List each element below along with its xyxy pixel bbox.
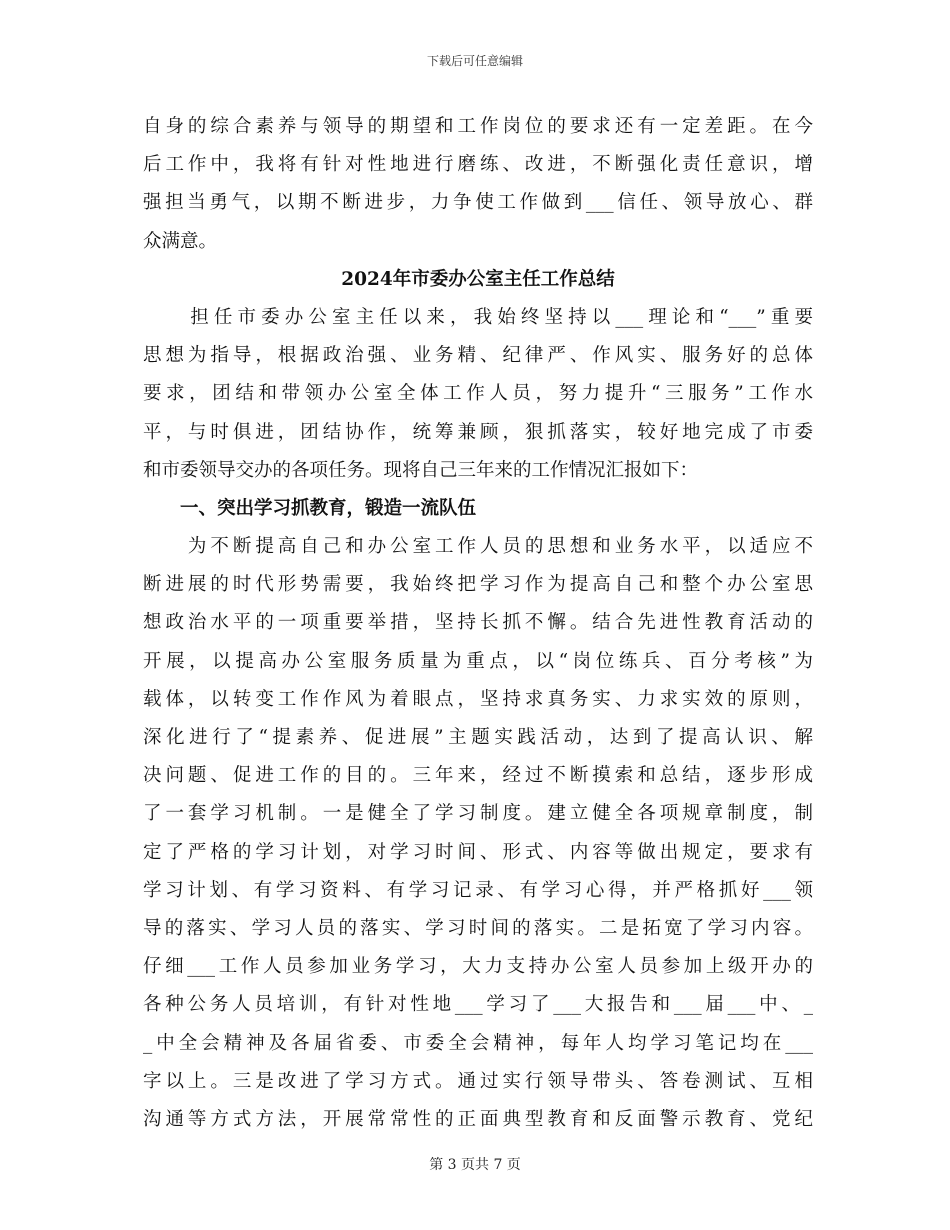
text-line: 自身的综合素养与领导的期望和工作岗位的要求还有一定差距。在今 bbox=[143, 116, 813, 137]
text-line: 想政治水平的一项重要举措，坚持长抓不懈。结合先进性教育活动的 bbox=[143, 612, 813, 634]
text-line: 众满意。 bbox=[143, 230, 218, 252]
text-line: _中全会精神及各届省委、市委全会精神，每年人均学习笔记均在___ bbox=[143, 1032, 813, 1054]
text-line: 强担当勇气，以期不断进步，力争使工作做到___信任、领导放心、群 bbox=[143, 192, 813, 214]
subsection-heading: 一、突出学习抓教育，锻造一流队伍 bbox=[143, 497, 477, 519]
text-line: 平，与时俱进，团结协作，统筹兼顾，狠抓落实，较好地完成了市委 bbox=[143, 421, 813, 443]
text-line: 沟通等方式方法，开展常常性的正面典型教育和反面警示教育、党纪 bbox=[143, 1108, 813, 1130]
text-line: 定了严格的学习计划，对学习时间、形式、内容等做出规定，要求有 bbox=[143, 841, 813, 863]
text-line: 决问题、促进工作的目的。三年来，经过不断摸索和总结，逐步形成 bbox=[143, 765, 813, 787]
text-line: 担任市委办公室主任以来，我始终坚持以___理论和“___”重要 bbox=[143, 306, 813, 328]
text-line: 仔细___工作人员参加业务学习，大力支持办公室人员参加上级开办的 bbox=[143, 956, 813, 978]
text-line: 断进展的时代形势需要，我始终把学习作为提高自己和整个办公室思 bbox=[143, 574, 813, 596]
text-line: 导的落实、学习人员的落实、学习时间的落实。二是拓宽了学习内容。 bbox=[143, 917, 813, 939]
text-line: 学习计划、有学习资料、有学习记录、有学习心得，并严格抓好___领 bbox=[143, 879, 813, 901]
document-body bbox=[143, 108, 813, 1139]
text-line: 各种公务人员培训，有针对性地___学习了___大报告和___届___中、_ bbox=[143, 994, 813, 1016]
text-line: 后工作中，我将有针对性地进行磨练、改进，不断强化责任意识，增 bbox=[143, 154, 813, 176]
text-line: 为不断提高自己和办公室工作人员的思想和业务水平，以适应不 bbox=[143, 536, 813, 558]
page-footer: 第 3 页共 7 页 bbox=[429, 1157, 521, 1173]
text-line: 要求，团结和带领办公室全体工作人员，努力提升“三服务”工作水 bbox=[143, 383, 813, 405]
section-title: 2024年市委办公室主任工作总结 bbox=[341, 268, 615, 290]
page-header: 下载后可任意编辑 bbox=[426, 54, 523, 68]
text-line: 载体，以转变工作作风为着眼点，坚持求真务实、力求实效的原则， bbox=[143, 688, 813, 710]
text-line: 深化进行了“提素养、促进展”主题实践活动，达到了提高认识、解 bbox=[143, 727, 813, 748]
text-line: 字以上。三是改进了学习方式。通过实行领导带头、答卷测试、互相 bbox=[143, 1070, 813, 1092]
text-line: 和市委领导交办的各项任务。现将自己三年来的工作情况汇报如下： bbox=[143, 459, 699, 481]
text-line: 思想为指导，根据政治强、业务精、纪律严、作风实、服务好的总体 bbox=[143, 345, 813, 367]
text-line: 开展，以提高办公室服务质量为重点，以“岗位练兵、百分考核”为 bbox=[143, 650, 813, 672]
text-line: 了一套学习机制。一是健全了学习制度。建立健全各项规章制度，制 bbox=[143, 803, 813, 825]
